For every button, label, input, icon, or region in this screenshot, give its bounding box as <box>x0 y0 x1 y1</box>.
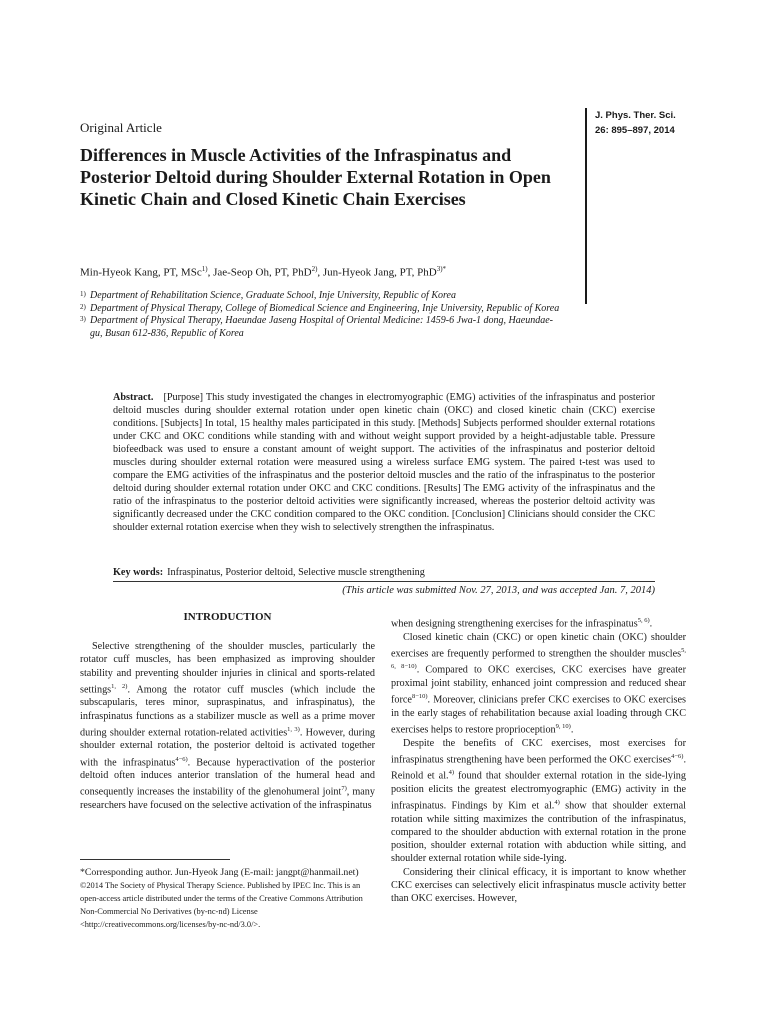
journal-name: J. Phys. Ther. Sci. <box>595 110 676 121</box>
license-notice: ©2014 The Society of Physical Therapy Science. Published by IPEC Inc. This is an open-access article distributed under the terms of the Creative Commons Attribution Non-Commercial No Derivatives (by-nc-nd) License <http://creativecommons.org/licenses/by-nc-nd/3.0/>. <box>80 881 363 929</box>
divider <box>113 581 655 582</box>
author-credentials: , PT, PhD <box>394 266 437 279</box>
body-paragraph: when designing strengthening exercises for the infraspinatus$^{5, 6)}$. <box>391 617 653 630</box>
author-affil-mark: 1) <box>201 265 208 273</box>
body-paragraph: Considering their clinical efficacy, it is important to know whether CKC exercises can selectively elicit infraspinatus muscle activity better than OKC exercises. However, <box>391 866 686 904</box>
section-heading: INTRODUCTION <box>183 611 272 623</box>
journal-citation: 26: 895–897, 2014 <box>595 125 675 136</box>
keywords-label: Key words: <box>113 567 164 578</box>
author-name: Jae-Seop Oh <box>213 266 269 279</box>
affiliation-text: Department of Physical Therapy, College of Biomedical Science and Engineering, Inje University, Republic of Korea <box>90 302 560 314</box>
author-affil-mark: 2) <box>311 265 318 273</box>
affiliation-text: Department of Physical Therapy, Haeundae Jaseng Hospital of Oriental Medicine: 1459-6 Jwa-1 dong, Haeundae-gu, Busan 612-836, Republic of Korea <box>90 315 553 339</box>
affiliation-mark: 2) <box>80 302 86 311</box>
right-column <box>391 614 686 905</box>
abstract-text: [Purpose] This study investigated the changes in electromyographic (EMG) activities of the infraspinatus and posterior deltoid muscles during shoulder external rotation under open kinetic chain (OKC) and closed kinetic chain (CKC) exercise conditions. [Subjects] In total, 15 healthy males participated in this study. [Methods] Subjects performed shoulder external rotations under CKC and OKC conditions while standing with and without weight support provided by a height-adjustable table. Pressure biofeedback was used to ensure a constant amount of weight support. The activities of the infraspinatus and posterior deltoid muscles during shoulder external rotation were measured using a wireless surface EMG system. The paired t-test was used to compare the EMG activities of the infraspinatus and the posterior deltoid muscles and the ratio of the infraspinatus to the posterior deltoid during shoulder external rotation under OKC and CKC conditions. [Results] The EMG activity of the infraspinatus and the ratio of the infraspinatus to the posterior deltoid activities were significantly increased, whereas the posterior deltoid activity was significantly decreased under the CKC condition compared to the OKC condition. [Conclusion] Clinicians should consider the CKC shoulder external rotation exercise when they wish to selectively strengthen the infraspinatus. <box>113 392 655 533</box>
affiliation-item <box>80 303 560 316</box>
citation-ref: 4−6) <box>175 755 188 763</box>
affiliation-item <box>80 315 560 340</box>
footnotes <box>80 866 380 931</box>
left-column <box>80 611 375 812</box>
citation-ref: 1, 2) <box>111 682 128 690</box>
citation-ref: 9, 10) <box>555 722 571 730</box>
citation-ref: 7) <box>341 785 347 793</box>
keywords <box>113 566 655 579</box>
citation-ref: 4−6) <box>671 752 684 760</box>
citation-ref: 4) <box>448 769 454 777</box>
affiliation-mark: 1) <box>80 290 86 298</box>
author-name: Min-Hyeok Kang <box>80 266 158 279</box>
citation-ref: 8−10) <box>411 693 428 701</box>
author-list: Min-Hyeok Kang, PT, MSc$^{1)}$, Jae-Seop Oh, PT, PhD$^{2)}$, Jun-Hyeok Jang, PT, PhD$^{3)*}$ <box>80 265 447 279</box>
citation-ref: 5, 6, 8−10) <box>391 646 686 671</box>
keywords-text: Infraspinatus, Posterior deltoid, Selective muscle strengthening <box>167 567 425 578</box>
article-title: Differences in Muscle Activities of the Infraspinatus and Posterior Deltoid during Shoulder External Rotation in Open Kinetic Chain and Closed Kinetic Chain Exercises <box>80 145 551 209</box>
corresponding-author: *Corresponding author. Jun-Hyeok Jang (E-mail: jangpt@hanmail.net) <box>80 867 359 878</box>
author-credentials: , PT, PhD <box>268 266 312 279</box>
submission-dates: (This article was submitted Nov. 27, 2013, and was accepted Jan. 7, 2014) <box>342 585 655 596</box>
affiliation-mark: 3) <box>80 315 86 323</box>
article-type: Original Article <box>80 120 162 135</box>
affiliation-text: Department of Rehabilitation Science, Graduate School, Inje University, Republic of Korea <box>90 290 456 301</box>
journal-info <box>585 108 715 304</box>
footnote-divider <box>80 859 230 860</box>
body-paragraph: Closed kinetic chain (CKC) or open kinetic chain (OKC) shoulder exercises are frequently performed to strengthen the shoulder muscles$^{5, 6, 8-10)}$. Compared to OKC exercises, CKC exercises have greater proximal joint stability, enhanced joint compression and reduced shear force$^{8-10)}$. Moreover, clinicians prefer CKC exercises to OKC exercises in the early stages of rehabilitation because axial loading through CKC exercises helps to restore proprioception$^{9, 10)}$. <box>391 631 686 736</box>
affiliation-list <box>80 290 560 340</box>
author-credentials: , PT, MSc <box>157 266 202 279</box>
abstract <box>113 391 655 534</box>
author-affil-mark: 3)* <box>436 265 447 273</box>
body-paragraph: Selective strengthening of the shoulder muscles, particularly the rotator cuff muscles, has been emphasized as improving shoulder stability and preventing shoulder injuries in clinical and sports-related settings$^{1, 2)}$. Among the rotator cuff muscles (which include the subscapularis, teres minor, supraspinatus, and infraspinatus), the infraspinatus functions as a stabilizer muscle as well as a prime mover during shoulder external rotation-related activities$^{1, 3)}$. However, during shoulder external rotation, the posterior deltoid is activated together with the infraspinatus$^{4-6)}$. Because hyperactivation of the posterior deltoid often induces anterior translation of the humeral head and consequently increases the instability of the glenohumeral joint$^{7)}$, many researchers have focused on the selective activation of the infraspinatus <box>80 641 376 811</box>
body-paragraph: Despite the benefits of CKC exercises, most exercises for infraspinatus strengthening have been performed the OKC exercises$^{4-6)}$. Reinold et al.$^{4)}$ found that shoulder external rotation in the side-lying position elicits the greatest electromyographic (EMG) activity in the infraspinatus. Findings by Kim et al.$^{4)}$ show that shoulder external rotation while sitting maximizes the contribution of the infraspinatus, compared to the shoulder abduction with external rotation in the prone position, shoulder external rotation with abduction while sitting, and shoulder external rotation while side-lying. <box>391 737 686 865</box>
citation-ref: 5, 6) <box>637 617 650 624</box>
citation-ref: 1, 3) <box>287 725 300 733</box>
author-name: Jun-Hyeok Jang <box>322 266 395 279</box>
abstract-label: Abstract. <box>113 392 154 403</box>
affiliation-item <box>80 290 560 303</box>
citation-ref: 4) <box>554 799 560 807</box>
